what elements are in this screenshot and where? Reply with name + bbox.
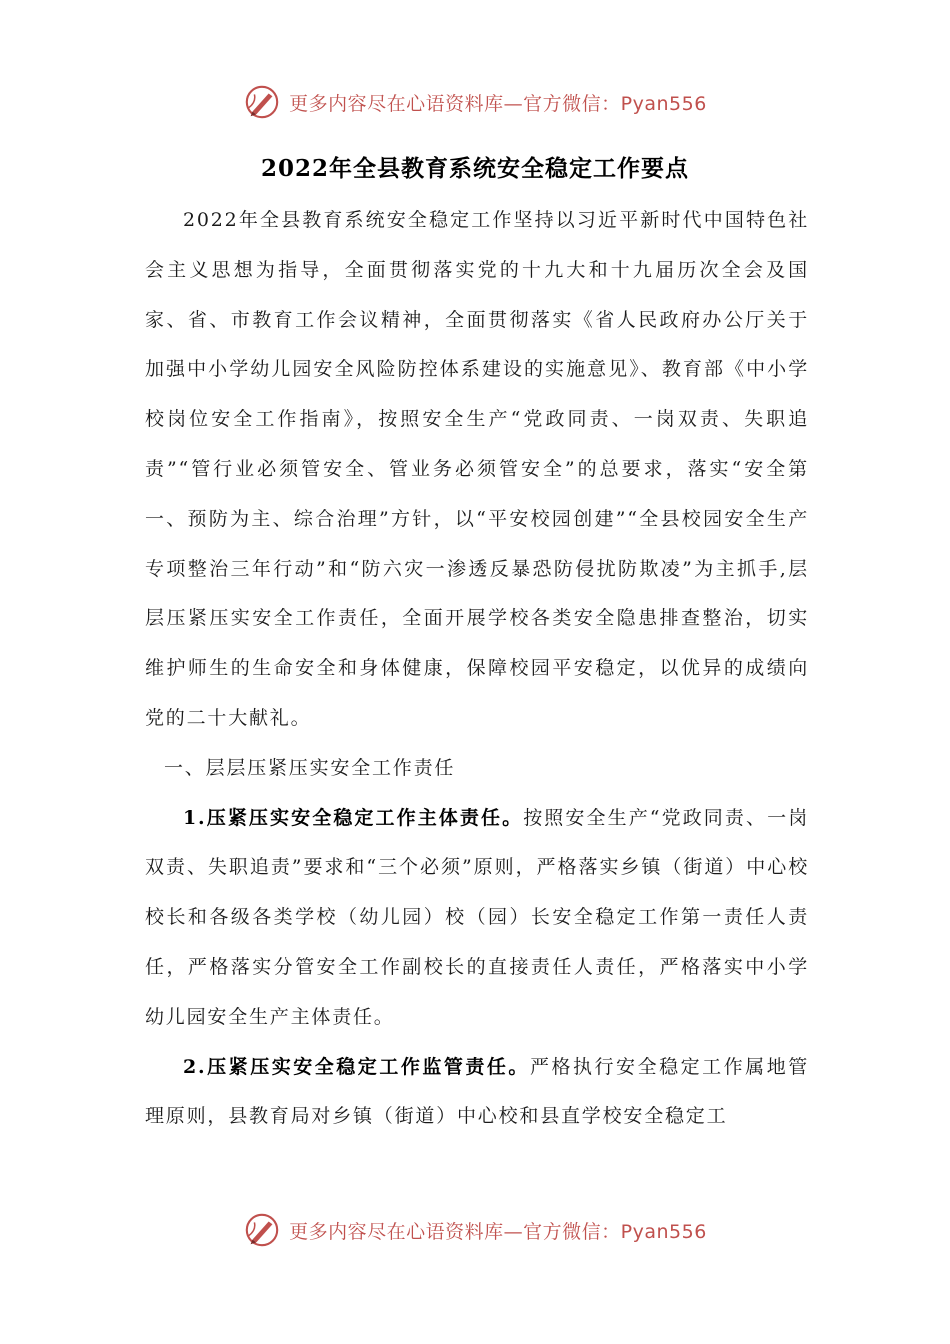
banner-wechat-id: Pyan556 — [620, 1220, 707, 1243]
item-2-paragraph — [145, 1043, 809, 1143]
pen-logo-icon — [243, 1211, 281, 1249]
item-2-title: 2.压紧压实安全稳定工作监管责任。 — [183, 1055, 530, 1078]
section-heading: 一、层层压紧压实安全工作责任 — [164, 756, 456, 779]
banner-text: 更多内容尽在心语资料库—官方微信：Pyan556 — [289, 1220, 707, 1243]
document-body — [145, 196, 809, 1142]
item-1-body: 按照安全生产“党政同责、一岗双责、失职追责”要求和“三个必须”原则，严格落实乡镇（街道）中心校校长和各级各类学校（幼儿园）校（园）长安全稳定工作第一责任人责任，严格落实分管安全工作副校长的直接责任人责任，严格落实中小学幼儿园安全生产主体责任。 — [145, 806, 809, 1028]
item-1-title: 1.压紧压实安全稳定工作主体责任。 — [183, 806, 524, 829]
banner-wechat-id: Pyan556 — [620, 92, 707, 115]
banner-text: 更多内容尽在心语资料库—官方微信：Pyan556 — [289, 92, 707, 115]
item-2-body: 严格执行安全稳定工作属地管理原则，县教育局对乡镇（街道）中心校和县直学校安全稳定工 — [145, 1055, 810, 1128]
intro-paragraph: 2022年全县教育系统安全稳定工作坚持以习近平新时代中国特色社会主义思想为指导，全面贯彻落实党的十九大和十九届历次全会及国家、省、市教育工作会议精神，全面贯彻落实《省人民政府办公厅关于加强中小学幼儿园安全风险防控体系建设的实施意见》、教育部《中小学校岗位安全工作指南》，按照安全生产“党政同责、一岗双责、失职追责”“管行业必须管安全、管业务必须管安全”的总要求，落实“安全第一、预防为主、综合治理”方针，以“平安校园创建”“全县校园安全生产专项整治三年行动”和“防六灾一渗透反暴恐防侵扰防欺凌”为主抓手,层层压紧压实安全工作责任，全面开展学校各类安全隐患排查整治，切实维护师生的生命安全和身体健康，保障校园平安稳定，以优异的成绩向党的二十大献礼。 — [145, 209, 809, 729]
pen-logo-icon — [243, 83, 281, 121]
watermark-banner-top — [0, 80, 950, 124]
document-title: 2022年全县教育系统安全稳定工作要点 — [260, 155, 689, 182]
watermark-banner-bottom — [0, 1208, 950, 1252]
item-1-paragraph — [145, 794, 809, 1043]
